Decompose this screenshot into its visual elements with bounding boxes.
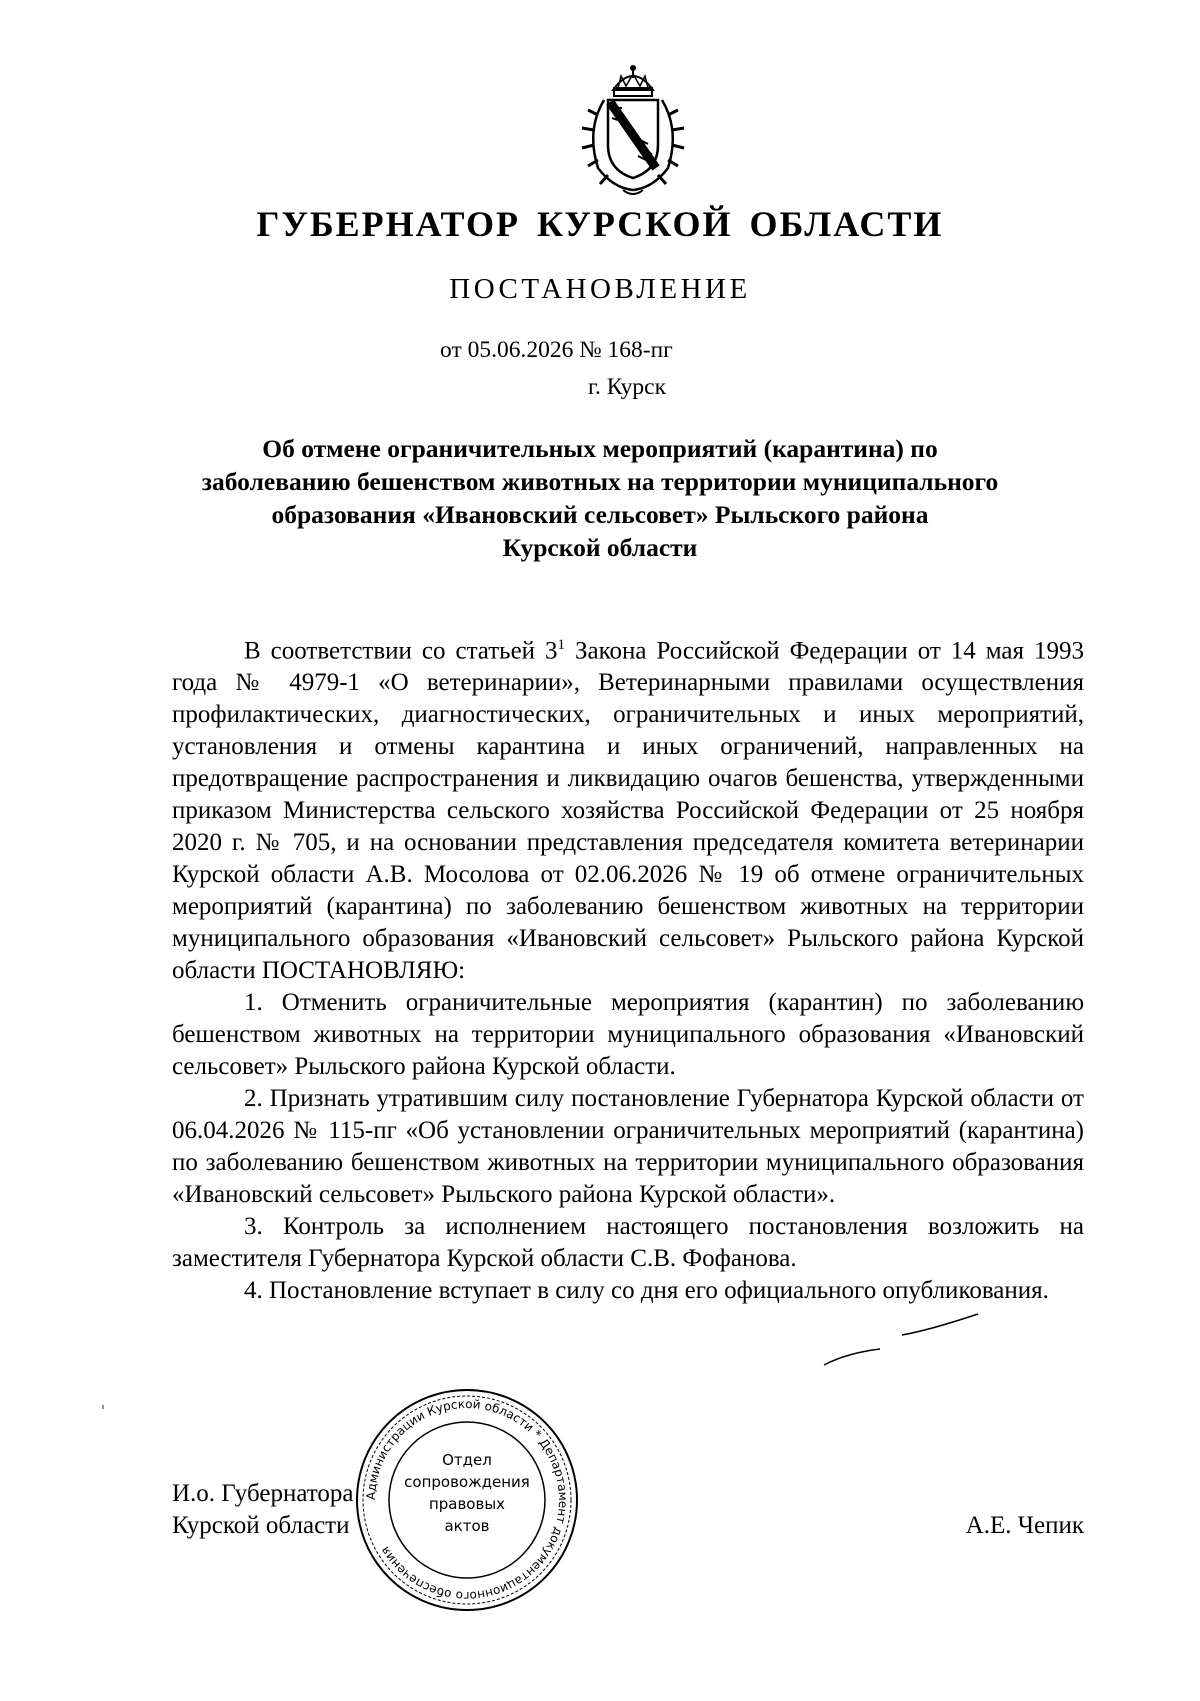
title-line: заболеванию бешенством животных на территории муниципального — [201, 467, 999, 496]
document-type: ПОСТАНОВЛЕНИЕ — [449, 273, 751, 305]
title-line: Курской области — [502, 533, 698, 562]
signatory-position — [172, 1478, 353, 1542]
preamble-rest: Закона Российской Федерации от 14 мая 1993 года № 4979-1 «О ветеринарии», Ветеринарными правилами осуществления профилактических, диагностических, ограничительных и иных мероприятий, установления и отмены карантина и иных ограничений, направленных на предотвращение распространения и ликвидацию очагов бешенства, утвержденными приказом Министерства сельского хозяйства Российской Федерации от 25 ноября 2020 г. № 705, и на основании представления председателя комитета ветеринарии Курской области А.В. Мосолова от 02.06.2026 № 19 об отмене ограничительных мероприятий (карантина) по заболеванию бешенством животных на территории муниципального образования «Ивановский сельсовет» Рыльского района Курской области ПОСТАНОВЛЯЮ: — [172, 637, 1085, 985]
document-title — [0, 432, 1200, 564]
signature-stroke-icon — [822, 1345, 882, 1370]
article-superscript: 1 — [557, 637, 566, 653]
item-4: 4. Постановление вступает в силу со дня его официального опубликования. — [244, 1277, 1049, 1305]
preamble-paragraph — [172, 629, 1084, 987]
stamp-line: сопровождения — [404, 1473, 530, 1491]
stamp-ring-text: Администрации Курской области * Департамент документационного обеспечения — [363, 1396, 571, 1604]
signature-flourish-icon — [900, 1310, 980, 1340]
official-stamp-icon — [352, 1385, 582, 1615]
scan-mark — [102, 1405, 104, 1409]
kursk-coat-of-arms-icon — [568, 60, 698, 200]
stamp-line: правовых — [428, 1495, 506, 1513]
signatory-name: А.Е. Чепик — [965, 1512, 1084, 1539]
position-line-1: И.о. Губернатора — [172, 1480, 354, 1507]
preamble-start: В соответствии со статьей 3 — [244, 637, 558, 665]
authority-heading: ГУБЕРНАТОР КУРСКОЙ ОБЛАСТИ — [256, 204, 944, 244]
item-2: 2. Признать утратившим силу постановление Губернатора Курской области от 06.04.2026 № 115-пг «Об установлении ограничительных мероприятий (карантина) по заболеванию бешенством животных на территории муниципального образования «Ивановский сельсовет» Рыльского района Курской области». — [172, 1085, 1084, 1209]
stamp-line: актов — [444, 1517, 490, 1535]
item-3: 3. Контроль за исполнением настоящего постановления возложить на заместителя Губернатора Курской области С.В. Фофанова. — [172, 1213, 1084, 1273]
document-body — [172, 629, 1084, 1307]
date-number: от 05.06.2026 № 168-пг — [440, 337, 673, 363]
stamp-line: Отдел — [442, 1451, 492, 1469]
position-line-2: Курской области — [172, 1512, 350, 1539]
title-line: Об отмене ограничительных мероприятий (карантина) по — [262, 434, 938, 463]
city: г. Курск — [588, 374, 666, 400]
item-1: 1. Отменить ограничительные мероприятия (карантин) по заболеванию бешенством животных на территории муниципального образования «Ивановский сельсовет» Рыльского района Курской области. — [172, 989, 1084, 1081]
title-line: образования «Ивановский сельсовет» Рыльского района — [271, 500, 929, 529]
